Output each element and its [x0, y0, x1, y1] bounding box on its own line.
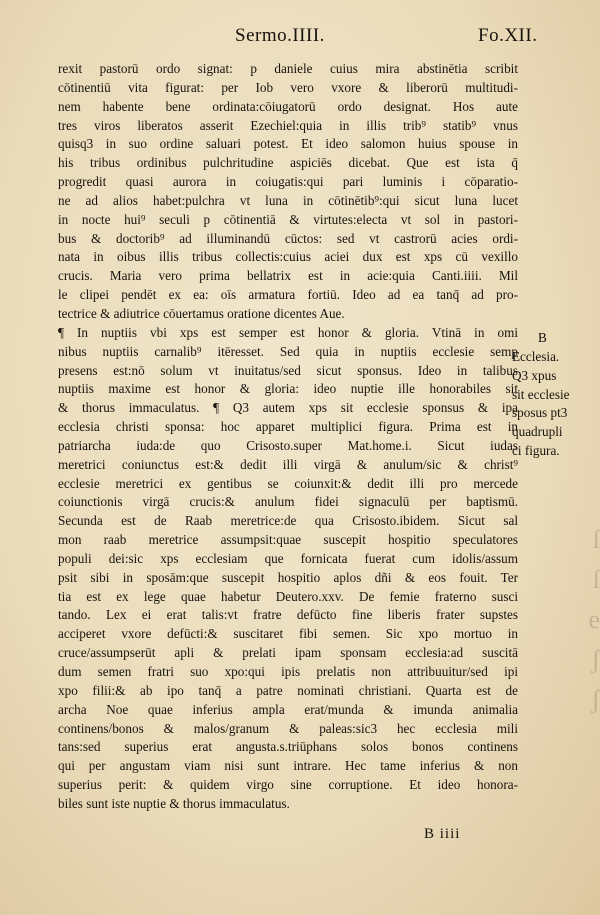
text-line: coiunctionis virgā crucis:& anulum fidei signaculū per baptismū. — [58, 494, 518, 510]
text-line: nibus nuptiis carnalib⁹ itēresset. Sed quia in nuptiis ecclesie semp — [58, 343, 518, 359]
text-line: crucis. Maria vero prima bellatrix est in acie:quia Canti.iiii. Mil — [58, 268, 518, 284]
sermon-heading: Sermo.IIII. — [235, 25, 325, 46]
text-line: nuptiis maxime est honor & gloria: ideo nuptie ille honorabiles sit — [58, 381, 518, 397]
text-line: cruce/assumpserūt apli & prelati ipam sponsam ecclesia:ad suscitā — [58, 645, 518, 661]
margin-note-line: Q3 xpus — [512, 367, 557, 383]
text-line: tans:sed superius erat angusta.s.triūphans solos bonos continens — [58, 739, 518, 755]
margin-note-line: ci figura. — [512, 443, 560, 459]
text-line: meretrici coniunctus est:& dedit illi virgā & anulum/sic & christ⁹ — [58, 456, 518, 472]
text-line: xpo filii:& ab ipo tanq̄ a patre nominati christiani. Quarta est de — [58, 682, 518, 698]
text-line: tres viros liberatos asserit Ezechiel:quia in illis trib⁹ statib⁹ vnus — [58, 117, 518, 133]
text-line: acciperet vxore defūcti:& suscitaret fibi semen. Sic xpo mortuo in — [58, 626, 518, 642]
text-line: qui per angustam viam nisi sunt intrare. Hec tame inferius & non — [58, 758, 518, 774]
text-line: progredit quasi aurora in coiugatis:qui pari luminis i cōparatio- — [58, 174, 518, 190]
text-line: in nocte hui⁹ seculi p cōtinentiā & virtutes:electa vt sol in pastori- — [58, 211, 518, 227]
text-line: archa Noe quae inferius ampla erat/munda & imunda animalia — [58, 701, 518, 717]
text-line: ecclesie meretrici ex gentibus se coiunxit:& dedit illi pro mercede — [58, 475, 518, 491]
text-line: Secunda est de Raab meretrice:de qua Crisosto.ibidem. Sicut sal — [58, 513, 518, 529]
margin-section-letter: B — [538, 330, 547, 345]
text-line: ne ad alios habet:pulchra vt luna in cōtinētib⁹:qui sicut luna lucet — [58, 192, 518, 208]
text-line: psit sibi in sposām:que suscepit hospitio aplos dñi & eos fouit. Ter — [58, 569, 518, 585]
text-line: populi dei:sic xps ecclesiam que fornicata fuerat cum idolis/assum — [58, 550, 518, 566]
text-line: continens/bonos & malos/granum & paleas:sic3 hec ecclesia mili — [58, 720, 518, 736]
text-line: superius perit: & quidem virgo sine corruptione. Et ideo honora- — [58, 777, 518, 793]
text-line: nata in oibus illis tribus collectis:cuius aciei dux est xps cū vexillo — [58, 249, 518, 265]
margin-note-line: sit ecclesie — [512, 386, 570, 402]
text-line: ecclesia christi sponsa: hoc apparet multiplici figura. Prima est in — [58, 419, 518, 435]
text-line: & thorus immaculatus. ¶ Q3 autem xps sit ecclesie sponsus & ipa — [58, 400, 518, 416]
text-line: dum semen fratri suo xpo:qui ipis prelatis non attribuuitur/sed ipi — [58, 664, 518, 679]
margin-note-line: Ecclesia. — [512, 348, 560, 364]
text-line: biles sunt iste nuptie & thorus immaculatus. — [58, 795, 290, 811]
text-line: quisq3 in suo ordine saluari potest. Et ideo salomon huius spouse in — [58, 136, 518, 152]
text-line: ¶ In nuptiis vbi xps est semper est honor & gloria. Vtinā in omi — [58, 324, 518, 340]
main-text-column — [58, 60, 518, 814]
text-line: bus & doctorib⁹ ad illuminandū cūctos: sed vt castrorū acies ordi- — [58, 230, 518, 246]
text-line: le clipei pendēt ex ea: oīs armatura fortiū. Ideo ad ea tanq̄ ad pro- — [58, 287, 518, 303]
margin-note-line: sposus pt3 — [512, 405, 568, 421]
text-line: tectrice & adiutrice cōuertamus oratione dicentes Aue. — [58, 305, 345, 321]
running-header — [0, 25, 600, 51]
margin-note-line: quadrupli — [512, 424, 563, 440]
text-line: mon raab meretrice assumpsit:quae suscepit hospitio speculatores — [58, 532, 518, 548]
quire-signature: B iiii — [424, 826, 461, 842]
text-line: cōtinentiū vita figurat: per Iob vero vxore & liberorū multitudi- — [58, 79, 518, 95]
text-line: his tribus ordinibus pulchritudine aspiciēs dicebat. Que est ista q̄ — [58, 155, 518, 171]
text-line: patriarcha iuda:de quo Crisosto.super Mat.home.i. Sicut iudas — [58, 437, 518, 453]
text-line: rexit pastorū ordo signat: p daniele cuius mira abstinētia scribit — [58, 61, 518, 76]
folio-number: Fo.XII. — [478, 25, 538, 46]
text-line: presens est:nō solum vt inuitatus/sed sicut sponsus. Ideo in talibus — [58, 362, 518, 378]
text-line: nem habente bene ordinata:cōiugatorū ordo designat. Hos aute — [58, 98, 518, 114]
bleed-through-text: ſ ſ e ʃ ʃ — [588, 525, 600, 714]
text-line: tando. Lex ei erat talis:vt fratre defūcto fine liberis frater supstes — [58, 607, 518, 623]
text-line: tia est ex lege quae habetur Deutero.xxv. De femie fraterno susci — [58, 588, 518, 604]
margin-note — [512, 329, 594, 461]
